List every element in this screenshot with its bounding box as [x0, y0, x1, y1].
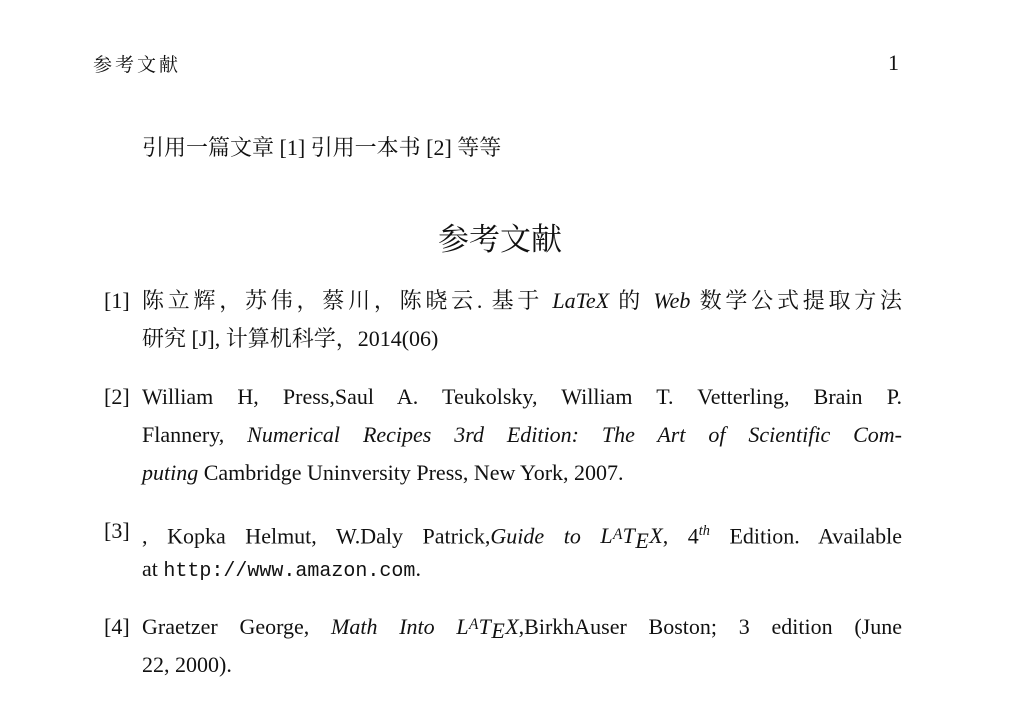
reference-text: Cambridge Uninversity Press, New York, 2007. [198, 460, 624, 485]
reference-title-text: Math Into [331, 614, 457, 639]
reference-title-text: LaTeX [552, 288, 610, 313]
reference-item [100, 608, 902, 684]
reference-title-text: Guide to [490, 523, 601, 549]
reference-label: [4] [104, 614, 130, 639]
reference-text: Flannery, [142, 422, 248, 447]
reference-item [100, 512, 902, 588]
reference-text: Graetzer George, [142, 614, 332, 639]
reference-text: 数学公式提取方法 [690, 288, 902, 313]
reference-text: Edition. Available [709, 523, 902, 549]
reference-text: William H, Press,Saul A. Teukolsky, William T. Vetterling, Brain P. [142, 384, 902, 409]
body-paragraph: 引用一篇文章 [1] 引用一本书 [2] 等等 [142, 135, 502, 160]
reference-text: 研究 [J], 计算机科学，2014(06) [142, 326, 439, 351]
reference-line [142, 378, 902, 416]
reference-line [142, 320, 902, 358]
reference-title-text: Numerical Recipes 3rd Edition: The Art of Scientific Com- [247, 422, 902, 447]
reference-label: [1] [104, 288, 130, 313]
reference-title-text: Web [653, 288, 691, 313]
reference-text: . [415, 556, 421, 581]
reference-label: [3] [104, 518, 130, 543]
reference-title-text: puting [142, 460, 199, 485]
reference-line [142, 416, 902, 454]
reference-text: , Kopka Helmut, W.Daly Patrick, [142, 523, 491, 549]
reference-label: [2] [104, 384, 130, 409]
latex-logo: LATEX [456, 614, 519, 644]
reference-line [142, 454, 902, 492]
reference-url[interactable]: http://www.amazon.com [163, 560, 416, 583]
reference-text: 陈立辉，苏伟，蔡川，陈晓云. 基于 [142, 288, 553, 313]
latex-logo: LATEX [600, 523, 663, 553]
reference-item [100, 378, 902, 492]
reference-text: 的 [609, 288, 654, 313]
reference-list [100, 282, 902, 704]
reference-text: 22, 2000). [142, 652, 232, 677]
running-header-title: 参考文献 [93, 55, 182, 76]
page-number: 1 [888, 50, 899, 75]
section-title: 参考文献 [438, 222, 562, 258]
reference-text: at [142, 556, 164, 581]
reference-text: , 4 [662, 523, 699, 549]
reference-line [142, 282, 902, 320]
reference-line [142, 550, 902, 588]
reference-line [142, 512, 902, 553]
reference-line [142, 608, 902, 646]
reference-item [100, 282, 902, 358]
reference-line [142, 646, 902, 684]
reference-text: ,BirkhAuser Boston; 3 edition (June [518, 614, 902, 639]
superscript-text: th [698, 523, 710, 539]
